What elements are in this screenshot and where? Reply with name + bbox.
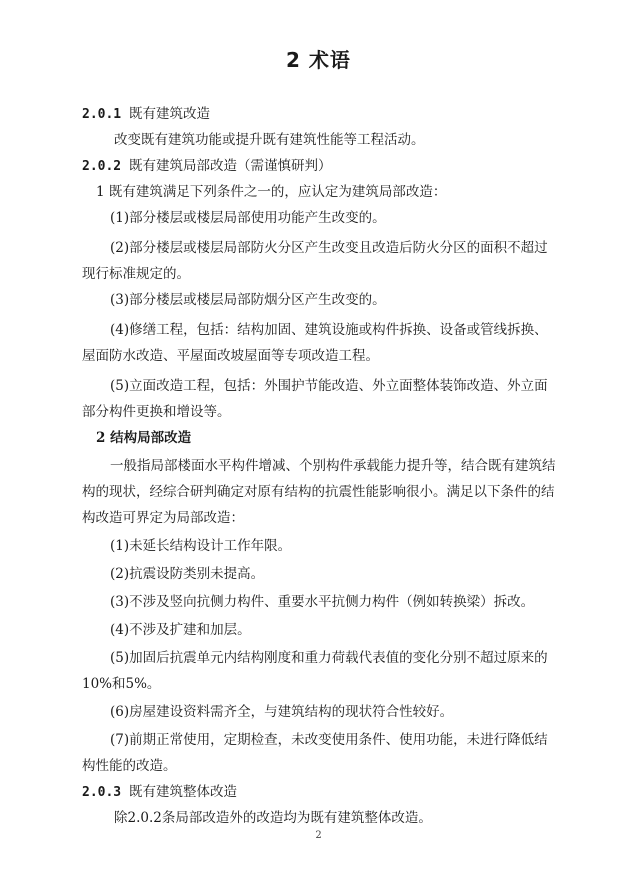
line-text: (1)部分楼层或楼层局部使用功能产生改变的。 <box>110 210 386 226</box>
line-text: (2)部分楼层或楼层局部防火分区产生改变且改造后防火分区的面积不超过 <box>110 240 548 256</box>
line-text: (6)房屋建设资料需齐全，与建筑结构的现状符合性较好。 <box>110 704 454 720</box>
text-line <box>110 536 291 556</box>
text-line <box>110 456 556 476</box>
line-text: 既有建筑改造 <box>128 106 210 122</box>
line-text: 构改造可界定为局部改造： <box>82 510 244 526</box>
text-line <box>82 346 379 366</box>
line-text: 既有建筑整体改造 <box>128 784 237 800</box>
line-text: 1 既有建筑满足下列条件之一的，应认定为建筑局部改造： <box>96 184 447 200</box>
text-line <box>110 592 534 612</box>
text-line <box>96 182 446 202</box>
text-line <box>114 808 432 828</box>
page-title: 2 术语 <box>286 48 351 72</box>
line-text: (1)未延长结构设计工作年限。 <box>110 538 292 554</box>
section-number: 2.0.2 <box>82 159 129 174</box>
line-text: 2 结构局部改造 <box>96 430 192 446</box>
section-heading <box>82 156 331 177</box>
section-number: 2.0.1 <box>82 107 129 122</box>
line-text: 除2.0.2条局部改造外的改造均为既有建筑整体改造。 <box>114 810 432 826</box>
text-line <box>110 238 548 258</box>
line-text: (5)加固后抗震单元内结构刚度和重力荷载代表值的变化分别不超过原来的 <box>110 650 548 666</box>
text-line <box>110 648 548 668</box>
text-line <box>114 130 425 150</box>
line-text: 屋面防水改造、平屋面改坡屋面等专项改造工程。 <box>82 348 379 364</box>
text-line <box>82 674 160 694</box>
line-text: (3)不涉及竖向抗侧力构件、重要水平抗侧力构件（例如转换梁）拆改。 <box>110 594 535 610</box>
text-line <box>82 264 190 284</box>
text-line <box>110 208 386 228</box>
text-line <box>82 756 177 776</box>
line-text: 构的现状，经综合研判确定对原有结构的抗震性能影响很小。满足以下条件的结 <box>82 484 555 500</box>
line-text: 既有建筑局部改造（需谨慎研判） <box>128 158 332 174</box>
section-heading <box>82 104 210 125</box>
line-text: 部分构件更换和增设等。 <box>82 404 231 420</box>
line-text: (7)前期正常使用，定期检查，未改变使用条件、使用功能，未进行降低结 <box>110 732 548 748</box>
page-number: 2 <box>315 830 322 841</box>
text-line <box>110 320 548 340</box>
line-text: 现行标准规定的。 <box>82 266 190 282</box>
text-line <box>110 702 453 722</box>
text-line <box>110 620 251 640</box>
text-line <box>82 508 244 528</box>
text-line <box>110 376 548 396</box>
line-text: (3)部分楼层或楼层局部防烟分区产生改变的。 <box>110 292 386 308</box>
line-text: 改变既有建筑功能或提升既有建筑性能等工程活动。 <box>114 132 425 148</box>
section-number: 2.0.3 <box>82 785 129 800</box>
text-line <box>82 482 555 502</box>
line-text: (5)立面改造工程，包括：外围护节能改造、外立面整体装饰改造、外立面 <box>110 378 548 394</box>
line-text: 10%和5%。 <box>82 676 161 692</box>
text-line <box>110 730 548 750</box>
line-text: 一般指局部楼面水平构件增减、个别构件承载能力提升等，结合既有建筑结 <box>110 458 556 474</box>
text-line <box>110 290 386 310</box>
line-text: (4)不涉及扩建和加层。 <box>110 622 251 638</box>
text-line <box>110 564 264 584</box>
section-heading <box>82 782 237 803</box>
text-line <box>96 428 191 448</box>
line-text: (2)抗震设防类别未提高。 <box>110 566 265 582</box>
line-text: (4)修缮工程，包括：结构加固、建筑设施或构件拆换、设备或管线拆换、 <box>110 322 548 338</box>
line-text: 构性能的改造。 <box>82 758 177 774</box>
text-line <box>82 402 231 422</box>
